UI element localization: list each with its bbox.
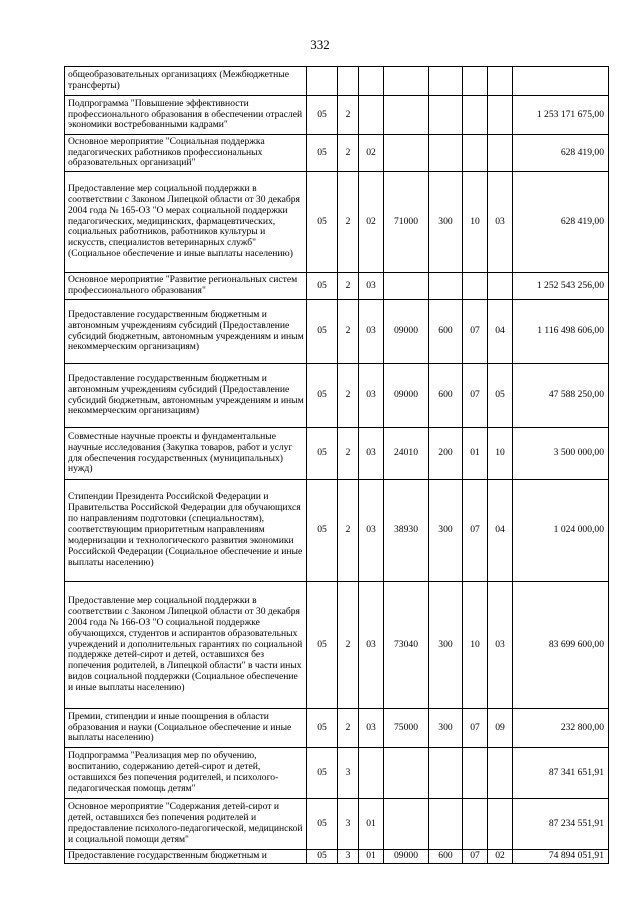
row-code-2: 3 bbox=[338, 799, 359, 850]
row-name: Основное мероприятие "Социальная поддержка педагогических работников профессиональных образовательных организаций" bbox=[65, 135, 307, 172]
row-code-4: 38930 bbox=[384, 480, 429, 582]
row-code-4 bbox=[384, 799, 429, 850]
row-code-2: 2 bbox=[338, 300, 359, 364]
row-code-4 bbox=[384, 67, 429, 96]
row-code-5 bbox=[429, 96, 463, 135]
row-code-2: 2 bbox=[338, 582, 359, 709]
table-row bbox=[65, 748, 609, 799]
row-code-2: 3 bbox=[338, 748, 359, 799]
row-code-7 bbox=[488, 96, 513, 135]
row-code-1: 05 bbox=[307, 364, 338, 428]
row-code-1: 05 bbox=[307, 96, 338, 135]
row-code-5: 600 bbox=[429, 364, 463, 428]
table-row bbox=[65, 709, 609, 748]
row-code-4: 71000 bbox=[384, 172, 429, 273]
row-code-1: 05 bbox=[307, 799, 338, 850]
row-code-4: 09000 bbox=[384, 364, 429, 428]
row-code-4 bbox=[384, 96, 429, 135]
row-amount: 232 800,00 bbox=[513, 709, 609, 748]
row-code-1: 05 bbox=[307, 428, 338, 480]
row-code-6 bbox=[463, 135, 488, 172]
row-code-6 bbox=[463, 748, 488, 799]
row-amount: 1 253 171 675,00 bbox=[513, 96, 609, 135]
row-code-6: 10 bbox=[463, 582, 488, 709]
row-code-7 bbox=[488, 67, 513, 96]
row-amount: 1 024 000,00 bbox=[513, 480, 609, 582]
row-name: Премии, стипендии и иные поощрения в области образования и науки (Социальное обеспечение и иные выплаты населению) bbox=[65, 709, 307, 748]
row-code-7: 04 bbox=[488, 300, 513, 364]
row-code-7 bbox=[488, 273, 513, 300]
row-code-6: 07 bbox=[463, 480, 488, 582]
row-code-4: 24010 bbox=[384, 428, 429, 480]
row-code-7: 10 bbox=[488, 428, 513, 480]
row-amount bbox=[513, 67, 609, 96]
row-code-2: 2 bbox=[338, 428, 359, 480]
row-name: Основное мероприятие "Содержания детей-сирот и детей, оставшихся без попечения родителей и предоставление психолого-педагогической, медицинской и социальной помощи детям" bbox=[65, 799, 307, 850]
row-code-6: 10 bbox=[463, 172, 488, 273]
row-name: Предоставление государственным бюджетным и автономным учреждениям субсидий (Предоставление субсидий бюджетным, автономным учреждениям и иным некоммерческим организациям) bbox=[65, 364, 307, 428]
row-code-2: 2 bbox=[338, 364, 359, 428]
table-row bbox=[65, 300, 609, 364]
row-code-4 bbox=[384, 748, 429, 799]
row-code-2: 2 bbox=[338, 709, 359, 748]
row-code-7: 09 bbox=[488, 709, 513, 748]
row-amount: 47 588 250,00 bbox=[513, 364, 609, 428]
row-code-1: 05 bbox=[307, 172, 338, 273]
row-code-4 bbox=[384, 135, 429, 172]
row-code-7: 02 bbox=[488, 850, 513, 864]
row-name: Предоставление государственным бюджетным и bbox=[65, 850, 307, 864]
row-code-1: 05 bbox=[307, 135, 338, 172]
row-code-2: 2 bbox=[338, 273, 359, 300]
row-amount: 87 234 551,91 bbox=[513, 799, 609, 850]
row-code-5 bbox=[429, 67, 463, 96]
row-code-6: 07 bbox=[463, 709, 488, 748]
row-code-1: 05 bbox=[307, 273, 338, 300]
table-row bbox=[65, 135, 609, 172]
row-name: Подпрограмма "Реализация мер по обучению, воспитанию, содержанию детей-сирот и детей, оставшихся без попечения родителей, и психолого-педагогическая помощь детям" bbox=[65, 748, 307, 799]
row-name: Подпрограмма "Повышение эффективности профессионального образования в обеспечении отраслей экономики востребованными кадрами" bbox=[65, 96, 307, 135]
table-row bbox=[65, 273, 609, 300]
row-code-4: 73040 bbox=[384, 582, 429, 709]
row-code-5 bbox=[429, 273, 463, 300]
row-code-1: 05 bbox=[307, 709, 338, 748]
row-code-3: 03 bbox=[359, 273, 384, 300]
row-code-4: 75000 bbox=[384, 709, 429, 748]
row-name: Основное мероприятие "Развитие региональных систем профессионального образования" bbox=[65, 273, 307, 300]
row-code-5: 300 bbox=[429, 480, 463, 582]
row-code-7 bbox=[488, 748, 513, 799]
row-code-5 bbox=[429, 799, 463, 850]
row-code-3 bbox=[359, 67, 384, 96]
row-code-5: 300 bbox=[429, 582, 463, 709]
table-row bbox=[65, 67, 609, 96]
row-code-7: 03 bbox=[488, 172, 513, 273]
row-code-2: 2 bbox=[338, 96, 359, 135]
row-code-6: 07 bbox=[463, 364, 488, 428]
table-row bbox=[65, 428, 609, 480]
row-code-2: 3 bbox=[338, 850, 359, 864]
row-name: Стипендии Президента Российской Федерации и Правительства Российской Федерации для обучающихся по направлениям подготовки (специальностям), соответствующим приоритетным направлениям модернизации и технологического развития экономики Российской Федерации (Социальное обеспечение и иные выплаты населению) bbox=[65, 480, 307, 582]
row-code-5: 600 bbox=[429, 850, 463, 864]
row-amount: 3 500 000,00 bbox=[513, 428, 609, 480]
row-code-6 bbox=[463, 67, 488, 96]
row-code-1: 05 bbox=[307, 480, 338, 582]
row-name: Совместные научные проекты и фундаментальные научные исследования (Закупка товаров, работ и услуг для обеспечения государственных (муниципальных) нужд) bbox=[65, 428, 307, 480]
table-row bbox=[65, 850, 609, 864]
row-code-2: 2 bbox=[338, 480, 359, 582]
row-amount: 1 116 498 606,00 bbox=[513, 300, 609, 364]
budget-table bbox=[64, 66, 609, 864]
table-row bbox=[65, 799, 609, 850]
row-name: общеобразовательных организациях (Межбюджетные трансферты) bbox=[65, 67, 307, 96]
row-name: Предоставление мер социальной поддержки в соответствии с Законом Липецкой области от 30 декабря 2004 года № 165-ОЗ "О мерах социальной поддержки педагогических, медицинских, фармацевтических, социальных работников, работников культуры и искусств, специалистов ветеринарных служб" (Социальное обеспечение и иные выплаты населению) bbox=[65, 172, 307, 273]
table-row bbox=[65, 96, 609, 135]
row-code-1: 05 bbox=[307, 300, 338, 364]
row-code-3: 03 bbox=[359, 364, 384, 428]
row-amount: 74 894 051,91 bbox=[513, 850, 609, 864]
row-name: Предоставление мер социальной поддержки в соответствии с Законом Липецкой области от 30 декабря 2004 года № 166-ОЗ "О социальной поддержке обучающихся, студентов и аспирантов образовательных учреждений и дополнительных гарантиях по социальной поддержке детей-сирот и детей, оставшихся без попечения родителей, в Липецкой области" в части иных видов социальной поддержки (Социальное обеспечение и иные выплаты населению) bbox=[65, 582, 307, 709]
row-code-5: 600 bbox=[429, 300, 463, 364]
row-code-2: 2 bbox=[338, 172, 359, 273]
table-row bbox=[65, 172, 609, 273]
row-code-6 bbox=[463, 273, 488, 300]
row-amount: 83 699 600,00 bbox=[513, 582, 609, 709]
row-code-6: 01 bbox=[463, 428, 488, 480]
row-code-1: 05 bbox=[307, 850, 338, 864]
row-code-3 bbox=[359, 96, 384, 135]
table-row bbox=[65, 480, 609, 582]
row-code-3 bbox=[359, 748, 384, 799]
row-code-1: 05 bbox=[307, 748, 338, 799]
table-row bbox=[65, 582, 609, 709]
row-amount: 1 252 543 256,00 bbox=[513, 273, 609, 300]
row-amount: 87 341 651,91 bbox=[513, 748, 609, 799]
row-code-2: 2 bbox=[338, 135, 359, 172]
row-code-7: 05 bbox=[488, 364, 513, 428]
row-code-2 bbox=[338, 67, 359, 96]
row-code-5 bbox=[429, 748, 463, 799]
row-code-6: 07 bbox=[463, 850, 488, 864]
page-number: 332 bbox=[310, 37, 330, 52]
row-amount: 628 419,00 bbox=[513, 172, 609, 273]
row-code-5: 200 bbox=[429, 428, 463, 480]
row-code-1: 05 bbox=[307, 582, 338, 709]
row-code-5: 300 bbox=[429, 172, 463, 273]
row-code-3: 03 bbox=[359, 428, 384, 480]
row-name: Предоставление государственным бюджетным и автономным учреждениям субсидий (Предоставление субсидий бюджетным, автономным учреждениям и иным некоммерческим организациям) bbox=[65, 300, 307, 364]
row-code-5: 300 bbox=[429, 709, 463, 748]
row-code-3: 03 bbox=[359, 582, 384, 709]
row-code-4: 09000 bbox=[384, 850, 429, 864]
row-code-7 bbox=[488, 135, 513, 172]
row-code-3: 02 bbox=[359, 135, 384, 172]
row-code-3: 01 bbox=[359, 850, 384, 864]
row-code-4 bbox=[384, 273, 429, 300]
row-code-3: 03 bbox=[359, 709, 384, 748]
row-code-6: 07 bbox=[463, 300, 488, 364]
table-row bbox=[65, 364, 609, 428]
row-code-1 bbox=[307, 67, 338, 96]
row-code-5 bbox=[429, 135, 463, 172]
row-code-4: 09000 bbox=[384, 300, 429, 364]
row-code-6 bbox=[463, 96, 488, 135]
row-code-3: 03 bbox=[359, 480, 384, 582]
row-code-7: 04 bbox=[488, 480, 513, 582]
row-code-3: 02 bbox=[359, 172, 384, 273]
row-code-6 bbox=[463, 799, 488, 850]
row-code-7: 03 bbox=[488, 582, 513, 709]
row-amount: 628 419,00 bbox=[513, 135, 609, 172]
row-code-3: 01 bbox=[359, 799, 384, 850]
row-code-3: 03 bbox=[359, 300, 384, 364]
row-code-7 bbox=[488, 799, 513, 850]
